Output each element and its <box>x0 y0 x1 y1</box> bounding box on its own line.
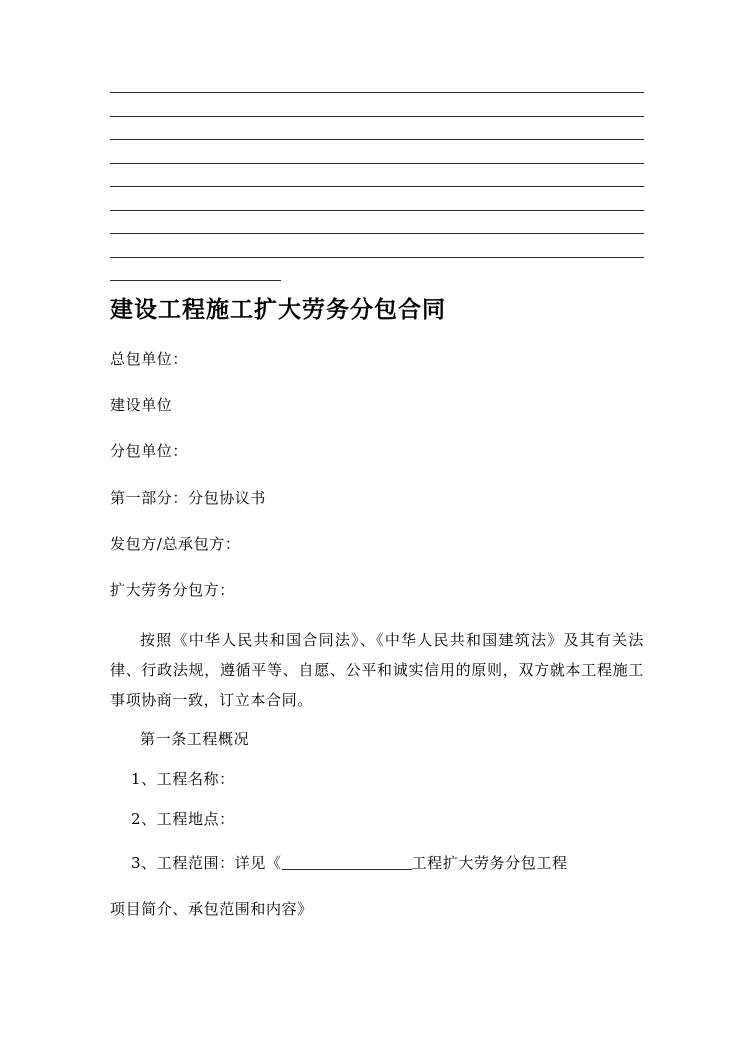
document-title: 建设工程施工扩大劳务分包合同 <box>110 296 446 323</box>
item-project-location: 2、工程地点： <box>131 810 235 829</box>
item-project-scope-continued: 项目简介、承包范围和内容》 <box>110 899 313 918</box>
field-total-contractor: 总包单位： <box>110 349 189 368</box>
blank-rule-line <box>110 257 644 258</box>
item-project-name: 1、工程名称： <box>131 769 235 788</box>
top-rule-block <box>110 92 644 281</box>
blank-rule-line <box>110 186 644 187</box>
field-labor-subcontractor: 扩大劳务分包方： <box>110 581 235 600</box>
blank-rule-line <box>110 116 644 117</box>
blank-rule-line <box>110 210 644 211</box>
blank-rule-line <box>110 163 644 164</box>
section-heading-article-one: 第一条工程概况 <box>140 729 250 748</box>
fill-in-blank[interactable] <box>282 854 412 870</box>
field-construction-unit: 建设单位 <box>110 396 173 415</box>
preamble-paragraph: 按照《中华人民共和国合同法》、《中华人民共和国建筑法》及其有关法律、行政法规，遵循平等、自愿、公平和诚实信用的原则，双方就本工程施工事项协商一致，订立本合同。 <box>110 630 644 709</box>
blank-rule-line <box>110 92 644 93</box>
item-project-scope-suffix: 工程扩大劳务分包工程 <box>411 853 568 872</box>
blank-rule-line <box>110 139 644 140</box>
item-project-scope <box>110 848 644 878</box>
blank-rule-line-short <box>110 280 281 281</box>
item-project-scope-prefix: 3、工程范围：详见《 <box>131 853 282 872</box>
field-subcontract-unit: 分包单位： <box>110 442 189 461</box>
section-part-one: 第一部分：分包协议书 <box>110 488 267 507</box>
field-issuing-party: 发包方/总承包方： <box>110 535 241 554</box>
blank-rule-line <box>110 233 644 234</box>
